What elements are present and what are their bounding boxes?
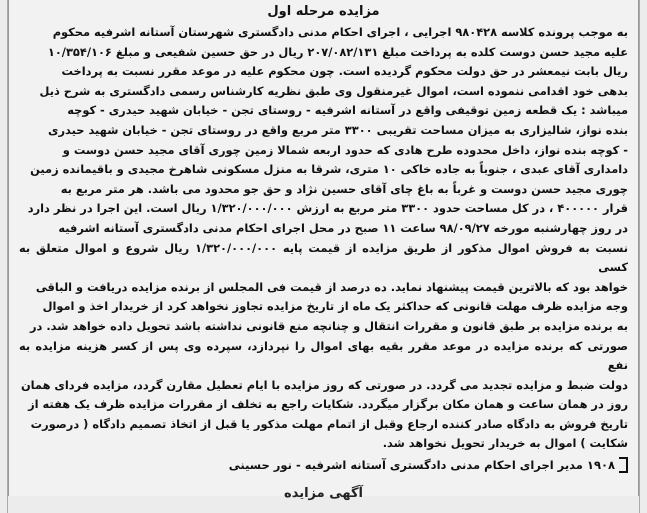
notice-line: نسبت به فروش اموال مذکور از طریق مزایده از قیمت پایه ۱/۳۲۰/۰۰۰/۰۰۰ ریال شروع و اموال متعلق به کسی bbox=[19, 240, 629, 275]
notice-title: مزایده مرحله اول bbox=[267, 4, 380, 19]
notice-line: چوری مجید حسن دوست و غرباً به باغ چای آقای حسین نژاد و حق جو محدود می باشد. هر متر مربع به bbox=[60, 181, 628, 196]
notice-line: به برنده مزایده بر طبق قانون و مقررات انتقال و چنانچه منع قانونی نداشته باشد تحویل داده خواهد شد. در bbox=[29, 318, 628, 333]
notice-code: ۱۹۰۸ bbox=[586, 458, 615, 473]
notice-line: صورتی که برنده مزایده در موعد مقرر بقیه بهای اموال را نپردازد، سپرده وی پس از کسر هزینه مزایده به نفع bbox=[19, 338, 628, 373]
notice-line: میباشد : یک قطعه زمین توقیفی واقع در آستانه اشرفیه - روستای تجن - خیابان شهید حیدری - کوچه bbox=[67, 103, 628, 118]
bracket-mark bbox=[619, 457, 628, 473]
notice-line: شکایت ) اموال به خریدار تحویل نخواهد شد. bbox=[382, 436, 628, 451]
notice-line: بدهی خود اقدامی ننموده است، اموال غیرمنقول وی طبق نظریه کارشناس رسمی دادگستری به شرح ذیل bbox=[39, 83, 628, 98]
notice-line: روز در همان ساعت و همان مکان برگزار میگردد. شکایات راجع به تخلف از مقررات مزایده ظرف یک هفته از bbox=[28, 397, 628, 412]
notice-line: به موجب پرونده کلاسه ۹۸۰۴۲۸ اجرایی ، اجرای احکام مدنی دادگستری شهرستان آستانه اشرفیه محکوم bbox=[52, 25, 628, 39]
notice-line: خواهد بود که بالاترین قیمت پیشنهاد نماید. ده درصد از قیمت فی المجلس از برنده مزایده دریافت و الباقی bbox=[35, 279, 628, 294]
left-column-rule bbox=[7, 0, 8, 513]
notice-line: وجه مزایده ظرف مهلت قانونی که حداکثر یک ماه از تاریخ مزایده تجاوز نخواهد کرد از خریدار اخذ و اموال bbox=[42, 299, 628, 314]
notice-line: ریال بابت نیمعشر در حق دولت محکوم گردیده است. چون محکوم علیه در موعد مقرر نسبت به پرداخت bbox=[61, 64, 628, 79]
notice-line: تاریخ فروش به دادگاه صادر کننده ارجاع وقبل از اتمام مهلت مذکور یا قبل از اتخاذ تصمیم دادگاه ( درصورت bbox=[30, 416, 628, 431]
notice-body bbox=[19, 23, 628, 454]
notice-signature: مدیر اجرای احکام مدنی دادگستری آستانه اشرفیه - نور حسینی bbox=[228, 458, 583, 473]
notice-line: بنده نواز، شالیزاری به میزان مساحت تقریبی ۳۳۰۰ متر مربع واقع در روستای تجن - خیابان شهید حیدری bbox=[48, 122, 628, 137]
notice-line: در روز چهارشنبه مورخه ۹۸/۰۹/۲۷ ساعت ۱۱ صبح در محل اجرای احکام مدنی دادگستری آستانه اشرفیه bbox=[58, 220, 628, 235]
notice-footer bbox=[9, 456, 628, 474]
notice-line: علیه مجید حسن دوست کلده به پرداخت مبلغ ۲۰۷/۰۸۲/۱۳۱ ریال در حق حسین شفیعی و مبلغ ۱۰/۳۵۴/۱۰۶ bbox=[47, 44, 628, 59]
notice-line: دامداری آقای عبدی ، جنوباً به جاده خاکی ۱۰ متری، شرقا به منزل مسکونی شاهرخ مجیدی و باقیمانده زمین bbox=[30, 162, 628, 177]
right-column-rule bbox=[639, 0, 640, 513]
auction-notice bbox=[8, 0, 639, 501]
notice-line: - کوچه بنده نواز، داخل محدوده طرح هادی که حدود اربعه شمالا زمین چوری آقای مجید حسن دوست و bbox=[62, 142, 628, 157]
notice-line: قرار ۴۰۰۰۰۰ ، در کل مساحت حدود ۳۳۰۰ متر مربع به ارزش ۱/۳۲۰/۰۰۰/۰۰۰ ریال است. این اجرا در نظر دارد bbox=[27, 201, 628, 216]
notice-line: دولت ضبط و مزایده تجدید می گردد. در صورتی که روز مزایده با ایام تعطیل مقارن گردد، مزایده فردای همان bbox=[20, 377, 628, 392]
next-notice-heading: آگهی مزایده bbox=[284, 486, 363, 501]
